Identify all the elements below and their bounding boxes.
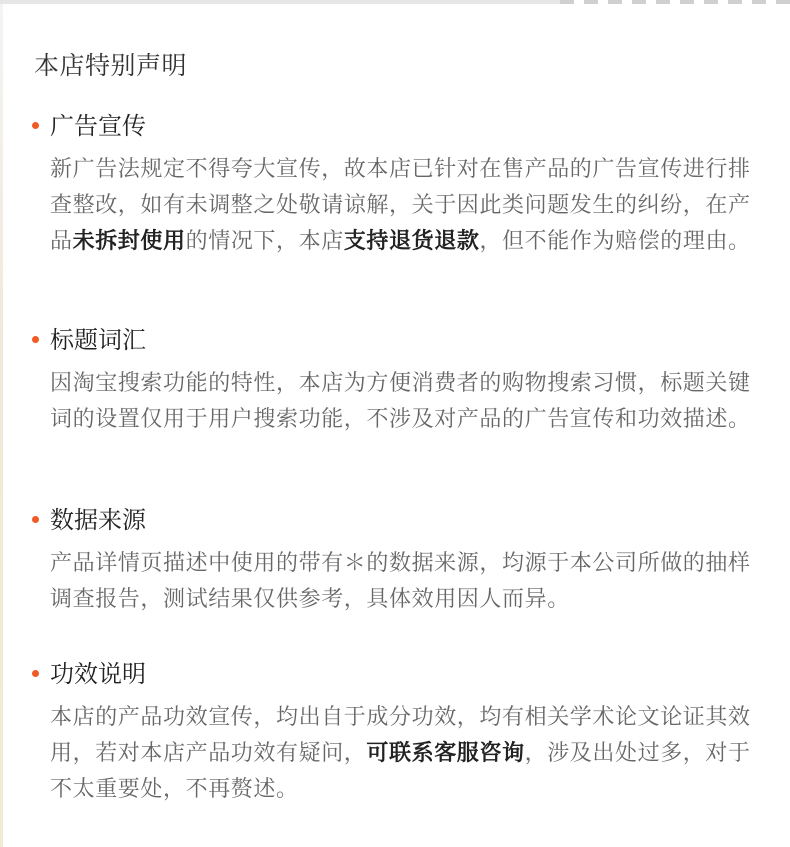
section-efficacy xyxy=(32,658,762,808)
section-heading xyxy=(32,658,762,692)
bullet-dot-icon xyxy=(32,336,39,343)
paragraph-text: 本店的产品功效宣传，均出自于成分功效，均有相关学术论文论证其效用，若对本店产品功效有疑问， xyxy=(50,705,751,766)
section-advertising xyxy=(32,110,762,260)
paragraph-text: 的情况下，本店 xyxy=(185,229,344,254)
bullet-dot-icon xyxy=(32,122,39,129)
section-paragraph xyxy=(50,700,762,808)
paragraph-text: 产品详情页描述中使用的带有＊的数据来源，均源于本公司所做的抽样调查报告，测试结果仅供参考，具体效用因人而异。 xyxy=(50,551,751,612)
top-dashed-border xyxy=(560,0,790,4)
emphasis-text: 可联系客服咨询 xyxy=(366,741,525,766)
bullet-dot-icon xyxy=(32,670,39,677)
section-title: 广告宣传 xyxy=(50,112,146,140)
emphasis-text: 未拆封使用 xyxy=(72,229,186,254)
left-edge-stripe xyxy=(0,4,3,847)
emphasis-text: 支持退货退款 xyxy=(343,229,480,254)
section-title: 数据来源 xyxy=(50,506,146,534)
page-title: 本店特别声明 xyxy=(34,51,188,80)
section-heading xyxy=(32,324,762,358)
section-paragraph xyxy=(50,366,762,438)
paragraph-text: 因淘宝搜索功能的特性，本店为方便消费者的购物搜索习惯，标题关键词的设置仅用于用户搜索功能，不涉及对产品的广告宣传和功效描述。 xyxy=(50,371,751,432)
section-paragraph xyxy=(50,152,762,260)
section-heading xyxy=(32,504,762,538)
section-data-source xyxy=(32,504,762,618)
section-paragraph xyxy=(50,546,762,618)
section-title-keywords xyxy=(32,324,762,438)
section-heading xyxy=(32,110,762,144)
paragraph-text: ，涉及出处过多，对于不太重要处，不再赘述。 xyxy=(50,741,751,802)
paragraph-text: ，但不能作为赔偿的理由。 xyxy=(479,229,751,254)
paragraph-text: 新广告法规定不得夸大宣传，故本店已针对在售产品的广告宣传进行排查整改，如有未调整之处敬请谅解，关于因此类问题发生的纠纷，在产品 xyxy=(50,157,751,254)
bullet-dot-icon xyxy=(32,516,39,523)
section-title: 标题词汇 xyxy=(50,326,146,354)
section-title: 功效说明 xyxy=(50,660,146,688)
